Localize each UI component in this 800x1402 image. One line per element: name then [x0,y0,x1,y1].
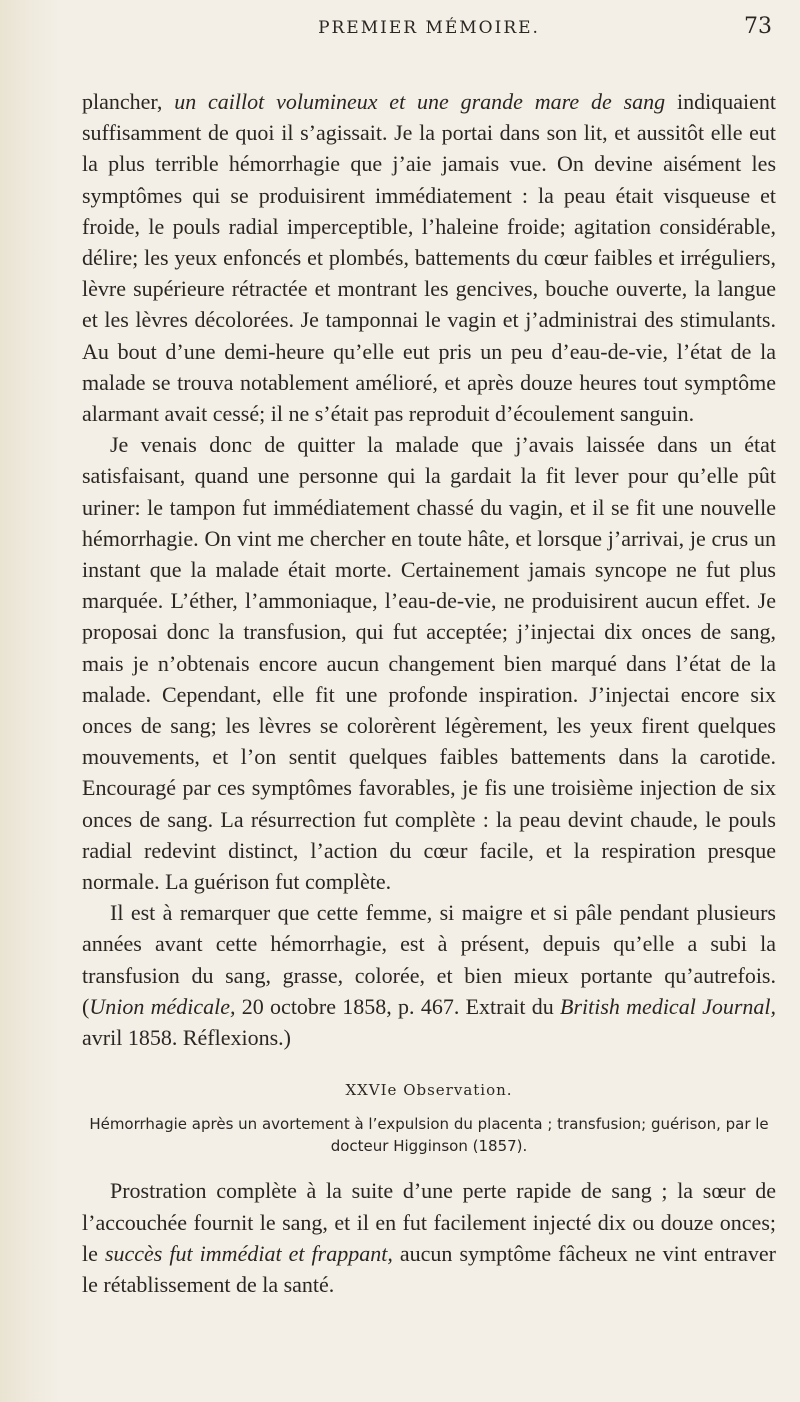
paragraph-2: Je venais donc de quitter la malade que j’avais laissée dans un état satisfaisant, quand une personne qui la gardait la fit lever pour qu’elle pût uriner: le tampon fut immédiatement chassé du vagin, et il se fit une nouvelle hémorrhagie. On vint me chercher en toute hâte, et lorsque j’arrivai, je crus un instant que la malade était morte. Certainement jamais syncope ne fut plus marquée. L’éther, l’ammoniaque, l’eau-de-vie, ne produisirent aucun effet. Je proposai donc la transfusion, qui fut acceptée; j’injectai dix onces de sang, mais je n’obtenais encore aucun changement bien marqué dans l’état de la malade. Cependant, elle fit une profonde inspiration. J’injectai encore six onces de sang; les lèvres se colorèrent légèrement, les yeux firent quelques mouvements, et l’on sentit quelques faibles battements dans la carotide. Encouragé par ces symptômes favorables, je fis une troisième injection de six onces de sang. La résurrection fut complète : la peau devint chaude, le pouls radial redevint distinct, l’action du cœur facile, et la respiration presque normale. La guérison fut complète. [82,432,776,895]
running-head [82,14,776,86]
paragraph-1-italic: un caillot volumineux et une grande mare de sang [174,89,666,114]
book-page [82,14,776,1300]
paragraph-1 [82,86,776,429]
main-text [82,86,776,1053]
observation-heading: XXVIe Observation. [345,1081,513,1100]
paragraph-1-text-a: plancher, [82,89,175,114]
observation-summary: Hémorrhagie après un avortement à l’expulsion du placenta ; transfusion; guérison, par le docteur Higginson (1857). [89,1115,769,1156]
paragraph-3 [82,897,776,1053]
observation-italic: succès fut immédiat et frappant, [104,1240,393,1266]
observation-text [82,1175,776,1300]
paragraph-3-text-a: Il est à remarquer que cette femme, si maigre et si pâle pendant plusieurs années avant cette hémorrhagie, est à présent, depuis qu’elle a subi la transfusion du sang, grasse, colorée, et bien mieux portante qu’autrefois. ( [82,900,776,1019]
observation-text-a: Prostration complète à la suite d’une perte rapide de sang ; la sœur de l’accouchée fournit le sang, et il en fut facilement injecté dix ou douze onces; le [82,1178,776,1266]
paragraph-3-text-c: avril 1858. Réflexions.) [82,1025,291,1051]
observation-text-b: aucun symptôme fâcheux ne vint entraver le rétablissement de la santé. [82,1240,776,1297]
citation-journal-2: British medical Journal, [560,993,777,1019]
observation-paragraph [82,1175,776,1300]
paragraph-3-text-b: 20 octobre 1858, p. 467. Extrait du [235,993,560,1019]
page-number: 73 [744,14,772,39]
page-binding-shadow [0,0,60,1402]
running-title: PREMIER MÉMOIRE. [318,18,540,38]
citation-journal-1: Union médicale, [89,993,236,1019]
paragraph-1-text-b: indiquaient suffisamment de quoi il s’agissait. Je la portai dans son lit, et aussitôt elle eut la plus terrible hémorrhagie que j’aie jamais vue. On devine aisément les symptômes qui se produisirent immédiatement : la peau était visqueuse et froide, le pouls radial imperceptible, l’haleine froide; agitation considérable, délire; les yeux enfoncés et plombés, battements du cœur faibles et irréguliers, lèvre supérieure rétractée et montrant les gencives, bouche ouverte, la langue et les lèvres décolorées. Je tamponnai le vagin et j’administrai des stimulants. Au bout d’une demi-heure qu’elle eut pris un peu d’eau-de-vie, l’état de la malade se trouva notablement amélioré, et après douze heures tout symptôme alarmant avait cessé; il ne s’était pas reproduit d’écoulement sanguin. [82,89,777,427]
